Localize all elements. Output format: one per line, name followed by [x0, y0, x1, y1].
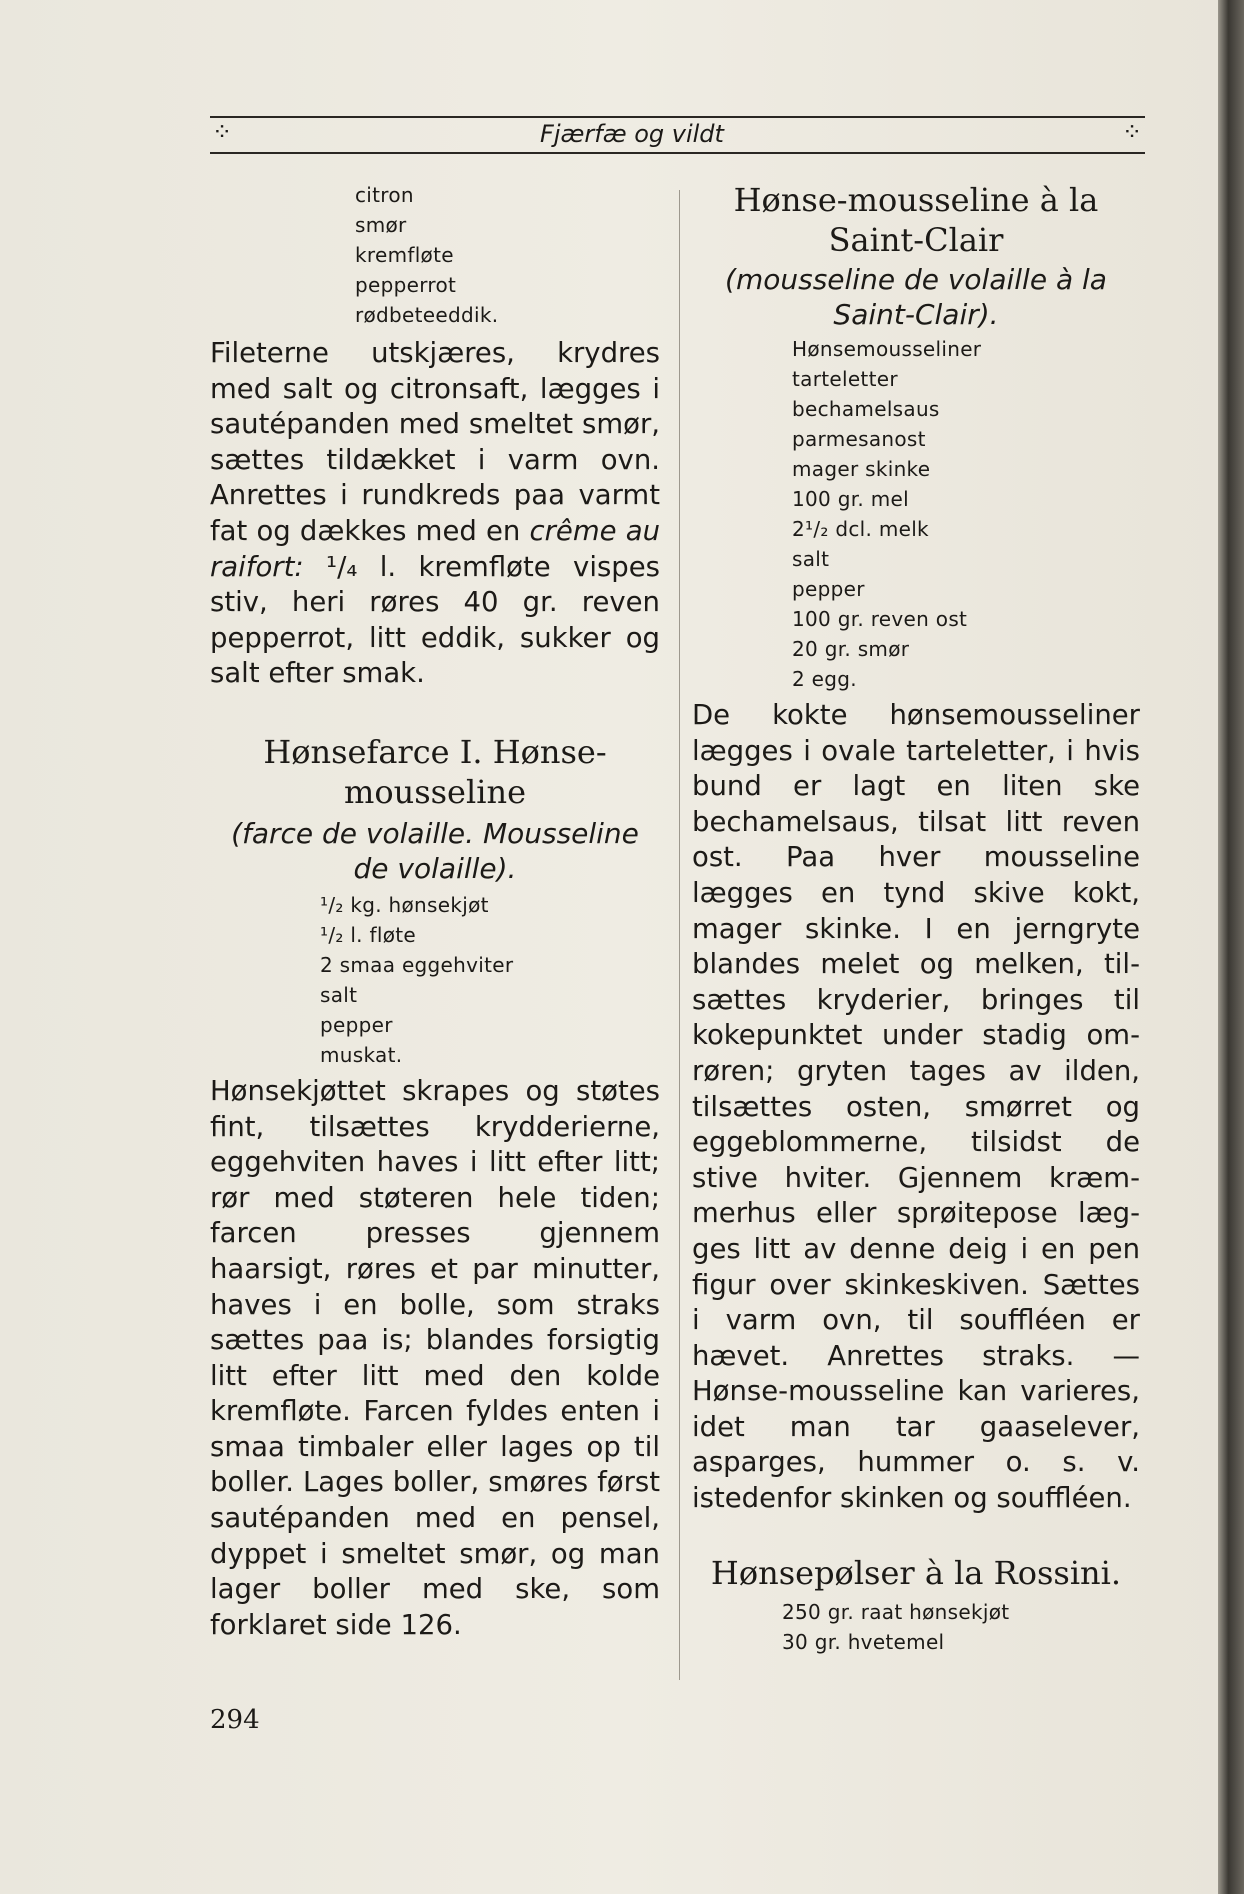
ingredient-item: rødbeteeddik.: [355, 303, 499, 327]
ingredient-item: muskat.: [320, 1042, 403, 1067]
method-paragraph-saint-clair: De kokte hønsemousseliner lægges i ovale tarteletter, i hvis bund er lagt en liten ske bechamelsaus, tilsat litt reven ost. Paa hver mousseline lægges en tynd skive kokt, mager skinke. I en jerngryte blandes melet og melken, tilsættes kryderier, bringes til kokepunktet under stadig omrøren; gryten tages av ilden, tilsættes osten, smørret og eggeblommerne, tilsidst de stive hviter. Gjennem kræmmerhus eller sprøitepose lægges litt av denne deig i en pen figur over skinkeskiven. Sættes i varm ovn, til souffléen er hævet. Anrettes straks. — Hønse-mousseline kan varieres, idet man tar gaaselever, asparges, hummer o. s. v. istedenfor skinken og souffléen.: [692, 699, 1140, 1515]
ingredient-item: mager skinke: [792, 457, 931, 481]
ingredient-list-honsefarce: [320, 890, 660, 1070]
ingredient-item: 100 gr. reven ost: [792, 607, 968, 631]
section-title-rossini: Hønsepølser à la Rossini.: [710, 1553, 1122, 1592]
intro-ingredient-list: [355, 180, 660, 330]
ingredient-list-rossini: [782, 1597, 1140, 1657]
ingredient-list-saint-clair: [792, 334, 1140, 694]
ingredient-item: smør: [355, 213, 407, 237]
ingredient-item: Hønsemousseliner: [792, 337, 982, 361]
book-spine-edge: [1218, 0, 1244, 1894]
ingredient-item: ¹/₂ l. fløte: [320, 922, 416, 947]
method-paragraph-honsefarce: Hønsekjøttet skrapes og støtes fint, tilsættes krydderierne, eggehviten haves i litt efter litt; rør med støteren hele tiden; farcen presses gjennem haarsigt, røres et par minutter, haves i en bolle, som straks sættes paa is; blandes forsigtig litt efter litt med den kolde kremfløte. Farcen fyldes enten i smaa timbaler eller lages op til boller. Lages boller, smøres først sautépanden med en pensel, dyppet i smeltet smør, og man lager boller med ske, som forklaret side 126.: [210, 1074, 660, 1641]
ingredient-item: salt: [320, 982, 358, 1007]
ingredient-item: salt: [792, 547, 830, 571]
ingredient-item: 2 smaa eggehviter: [320, 952, 514, 977]
section-subtitle-saint-clair: (mousseline de volaille à la Saint-Clair).: [725, 263, 1107, 331]
header-ornament-left: ⁘: [212, 118, 233, 146]
ingredient-item: bechamelsaus: [792, 397, 940, 421]
ingredient-item: citron: [355, 183, 414, 207]
intro-text-end: ¹/₄ l. kremfløte vispes stiv, heri røres 40 gr. reven pepperrot, litt eddik, sukker og salt efter smak.: [210, 550, 660, 690]
ingredient-item: pepper: [792, 577, 865, 601]
header-ornament-right: ⁘: [1122, 118, 1143, 146]
section-title-saint-clair: Hønse-mousseline à la Saint-Clair: [733, 181, 1099, 259]
ingredient-item: pepper: [320, 1012, 393, 1037]
ingredient-item: pepperrot: [355, 273, 457, 297]
section-subtitle-honsefarce: (farce de volaille. Mousseline de volaille).: [231, 816, 639, 885]
ingredient-item: 20 gr. smør: [792, 637, 910, 661]
intro-paragraph: [210, 336, 660, 692]
ingredient-item: 250 gr. raat hønsekjøt: [782, 1599, 1010, 1624]
column-divider: [679, 190, 680, 1680]
intro-text-italic: crême au raifort:: [210, 514, 660, 583]
page-number: 294: [210, 1705, 260, 1735]
ingredient-item: 100 gr. mel: [792, 487, 909, 511]
intro-text: Fileterne utskjæres, krydres med salt og citronsaft, lægges i sautépanden med smeltet smør, sættes tildækket i varm ovn. Anrettes i rundkreds paa varmt fat og dækkes med en: [210, 337, 660, 547]
ingredient-item: tarteletter: [792, 367, 898, 391]
ingredient-item: parmesanost: [792, 427, 926, 451]
running-header: Fjærfæ og vildt: [540, 120, 724, 148]
ingredient-item: ¹/₂ kg. hønsekjøt: [320, 892, 489, 917]
section-title-honsefarce: Hønsefarce I. Hønsemousseline: [263, 732, 607, 811]
header-rule-bottom: [210, 152, 1145, 154]
header-rule-top: [210, 116, 1145, 118]
right-column: [692, 180, 1140, 1657]
left-column: [210, 180, 660, 1643]
ingredient-item: 30 gr. hvetemel: [782, 1629, 945, 1654]
ingredient-item: 2 egg.: [792, 667, 857, 691]
ingredient-item: kremfløte: [355, 243, 454, 267]
ingredient-item: 2¹/₂ dcl. melk: [792, 517, 929, 541]
